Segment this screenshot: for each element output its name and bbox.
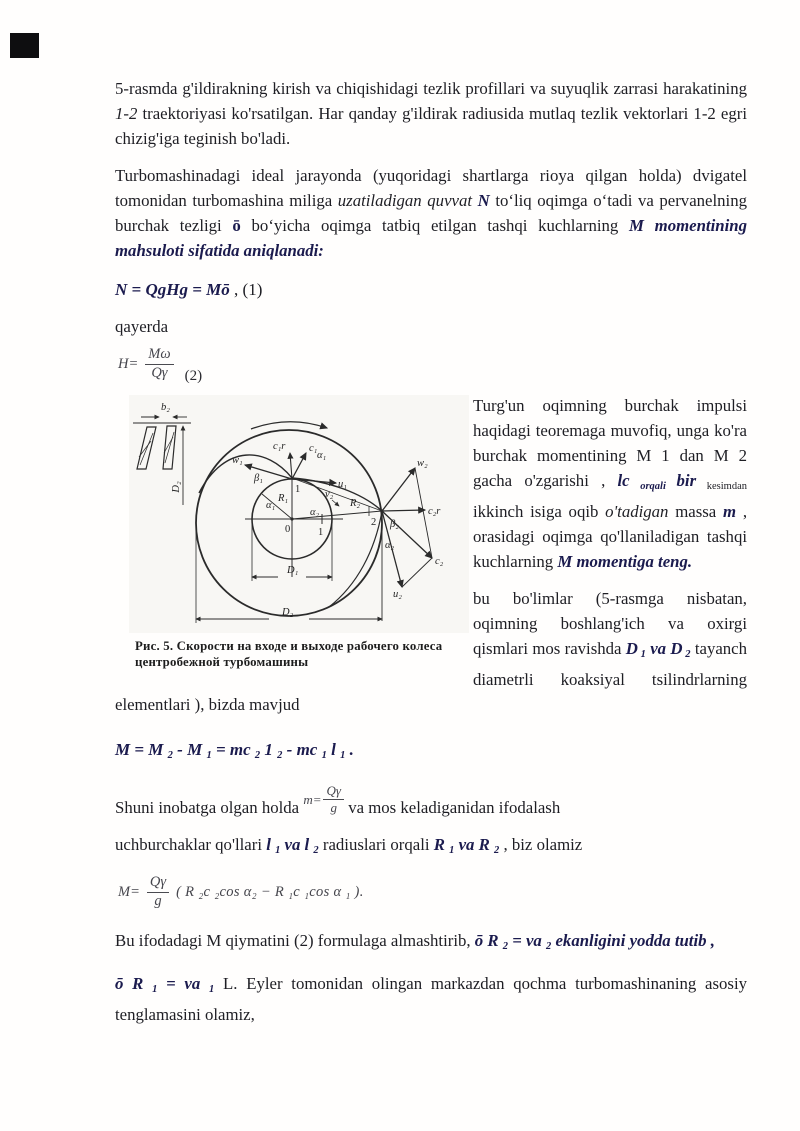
figure-label-alpha1: α₁ <box>317 450 327 462</box>
text-segment: va <box>645 639 671 659</box>
figure-label-c2: c₂ <box>435 556 444 568</box>
text-segment: 1 <box>637 649 646 661</box>
equation-2-fraction <box>145 347 173 381</box>
equation-m-lhs: M= <box>118 884 140 900</box>
text-segment: 1 <box>206 750 212 762</box>
equation-m-fraction <box>147 875 169 909</box>
text-segment: 2 <box>254 750 261 762</box>
figure-label-c2r: c₂r <box>428 506 441 518</box>
figure-label-r1: R₁ <box>278 493 289 505</box>
text-segment: 1 <box>209 983 215 995</box>
paragraph-shuni <box>115 784 747 820</box>
text-segment: 2 <box>682 649 691 661</box>
text-segment: uzatiladigan quvvat <box>337 191 478 210</box>
mass-fraction-lhs: m= <box>303 792 322 808</box>
figure-label-c1r: c₁r <box>273 441 286 453</box>
text-segment: ō R <box>474 930 503 950</box>
text-segment: 2 <box>313 845 319 857</box>
paragraph-intro <box>115 76 747 151</box>
mass-fraction <box>303 784 344 815</box>
text-segment: ō R <box>115 973 153 993</box>
figure-label-beta1: β₁ <box>254 473 263 485</box>
figure-label-center: 0 <box>285 524 291 536</box>
figure-label-b2: b₂ <box>161 402 170 414</box>
text-segment: ō <box>232 216 241 235</box>
text-segment: D <box>625 639 638 659</box>
text-segment: Turg'un oqimning burchak impulsi haqidagi teoremaga muvofiq, unga ko'ra burchak momentining M 1 dan M 2 gacha o'zgarishi , <box>473 396 747 491</box>
text-segment: bu bo'limlar (5-rasmga nisbatan, oqimning boshlang'ich va oxirgi qismlari mos ravishda <box>473 589 747 659</box>
paragraph-triangles <box>115 832 747 863</box>
mass-fraction-numerator: Qγ <box>323 784 344 800</box>
text-segment: ikkinch isiga oqib <box>473 502 606 522</box>
text-segment: tayanch diametrli koaksiyal tsilindrlarning elementlari ), bizda mavjud <box>115 639 748 715</box>
text-segment: l <box>326 740 341 760</box>
text-segment: l <box>266 835 276 855</box>
figure-label-point1: 1 <box>295 484 301 496</box>
figure-label-point2: 2 <box>371 517 377 529</box>
text-segment: 2 <box>494 845 500 857</box>
shuni-post: va mos keladiganidan ifodalash <box>344 798 561 818</box>
text-segment: , biz olamiz <box>499 835 583 855</box>
text-segment: 2 <box>167 750 173 762</box>
text-segment: Turbomashinadagi ideal jarayonda (yuqoridagi shartlarga rioya qilgan holda) dvigatel tomonidan turbomashina miliga <box>115 166 747 210</box>
figure-label-alpha1-center: α₁ <box>266 500 276 512</box>
equation-1 <box>115 277 747 302</box>
text-segment: massa <box>668 502 723 522</box>
text-segment: orqali <box>629 481 677 493</box>
text-segment: 1 <box>321 750 327 762</box>
figure-label-alpha2-center: α₂ <box>310 507 320 519</box>
paragraph-substitute <box>115 928 747 959</box>
text-segment: to‘liq oqimga o‘tadi va pervanelning burchak tezligi <box>115 191 747 235</box>
text-segment: R <box>433 835 450 855</box>
figure-label-alpha2: α₂ <box>385 540 395 552</box>
text-segment: va l <box>280 835 314 855</box>
text-segment: 5-rasmda g'ildirakning kirish va chiqishidagi tezlik profillari va suyuqlik zarrasi harakatining <box>115 79 747 98</box>
figure-label-beta2: β₂ <box>390 519 399 531</box>
text-segment: 1 <box>260 740 278 760</box>
word-qayerda: qayerda <box>115 317 169 336</box>
text-segment: , orasidagi oqimga qo'llaniladigan tashqi kuchlarning <box>473 502 748 572</box>
equation-moment <box>115 737 747 768</box>
equation-2-number: (2) <box>184 368 203 385</box>
text-segment: 1 <box>340 750 346 762</box>
text-segment: = mc <box>211 740 255 760</box>
figure-caption-line1: Рис. 5. Скорости на входе и выходе рабочего колеса <box>135 639 443 654</box>
mass-fraction-denominator: g <box>330 800 337 816</box>
shuni-pre: Shuni inobatga olgan holda <box>115 798 304 818</box>
text-segment: o'tadigan <box>605 502 669 522</box>
figure-label-w2: w₂ <box>417 458 428 470</box>
text-segment: L. Eyler tomonidan olingan markazdan qochma turbomashinaning asosiy tenglamasini olamiz, <box>115 973 747 1024</box>
text-segment: 1 <box>152 983 158 995</box>
text-segment: - mc <box>282 740 322 760</box>
figure-label-c1: c₁ <box>309 443 318 455</box>
text-segment: . <box>345 740 354 760</box>
text-segment: N <box>477 191 490 210</box>
text-segment: va R <box>454 835 495 855</box>
text-segment: radiuslari orqali <box>318 835 434 855</box>
paragraph-turbomachine <box>115 163 747 263</box>
text-segment: 2 <box>277 750 283 762</box>
text-segment: N = QgHg = Mō <box>115 280 230 299</box>
figure-label-u1: u₁ <box>338 479 347 491</box>
equation-2 <box>118 346 203 385</box>
equation-m-rest: ( R ₂c ₂cos α₂ − R ₁c ₁cos α ₁ ). <box>176 884 364 900</box>
text-segment: 2 <box>502 940 509 952</box>
text-segment: 1-2 <box>115 104 138 123</box>
text-segment: = va <box>157 973 209 993</box>
figure-caption-line2: центробежной турбомашины <box>135 655 309 670</box>
text-segment: M momentining mahsuloti sifatida aniqlanadi: <box>115 216 747 260</box>
equation-moment-expanded <box>118 875 364 909</box>
text-segment: - M <box>172 740 207 760</box>
equation-m-numerator: Qγ <box>147 875 169 893</box>
text-segment: 1 <box>275 845 281 857</box>
text-segment: traektoriyasi ko'rsatilgan. Har qanday g'ildirak radiusida mutlaq tezlik vektorlari 1-2 egri chizig'iga teginish bo'ladi. <box>115 104 747 148</box>
text-segment: lc <box>617 471 630 491</box>
figure-label-u2: u₂ <box>393 589 402 601</box>
figure-label-d2-side: D₂ <box>171 481 182 493</box>
text-segment: 2 <box>546 940 552 952</box>
fraction-numerator: Mω <box>145 347 173 365</box>
text-segment: = va <box>508 930 547 950</box>
text-segment: M = M <box>115 740 168 760</box>
text-segment: bir <box>676 471 697 491</box>
equation-2-lhs: H= <box>118 355 139 372</box>
figure-label-v2: v₂ <box>325 489 334 501</box>
scan-artifact-block <box>10 33 39 58</box>
text-segment: Bu ifodadagi M qiymatini (2) formulaga almashtirib, <box>115 930 475 950</box>
text-segment: bo‘yicha oqimga tatbiq etilgan tashqi kuchlarning <box>240 216 630 235</box>
paragraph-euler <box>115 971 747 1027</box>
text-segment: M momentiga teng. <box>557 552 693 572</box>
page-content <box>115 76 747 1039</box>
figure-caption <box>129 638 469 670</box>
figure-label-d1: D₁ <box>287 565 299 577</box>
text-segment: 1 <box>449 845 455 857</box>
figure-label-r2: R₂ <box>350 498 361 510</box>
text-segment: ekanligini yodda tutib , <box>551 930 715 950</box>
fraction-denominator: Qγ <box>151 364 168 381</box>
text-segment: D <box>670 639 683 659</box>
text-segment: , (1) <box>229 280 263 299</box>
figure-label-w1: w₁ <box>232 455 243 467</box>
figure-label-tick1: 1 <box>318 527 324 539</box>
text-segment: uchburchaklar qo'llari <box>115 835 267 855</box>
text-segment: kesimdan <box>696 481 747 493</box>
figure-5 <box>129 395 469 670</box>
figure-label-d2-bottom: D₂ <box>282 607 294 619</box>
text-segment: m <box>722 502 737 522</box>
equation-m-denominator: g <box>154 893 162 909</box>
figure-diagram <box>129 395 469 633</box>
